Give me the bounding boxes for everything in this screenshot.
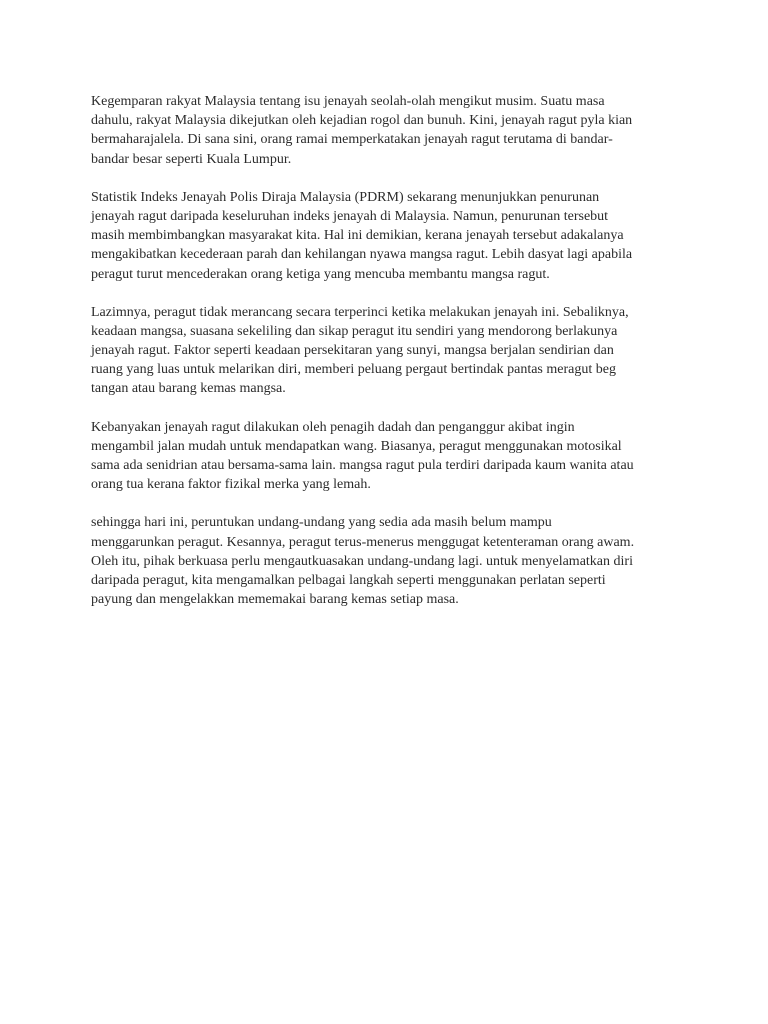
text-line: jenayah ragut. Faktor seperti keadaan persekitaran yang sunyi, mangsa berjalan sendirian dan [91,343,614,359]
text-line: sama ada senidrian atau bersama-sama lain. mangsa ragut pula terdiri daripada kaum wanita atau [91,458,634,473]
text-line: peragut turut mencederakan orang ketiga yang mencuba membantu mangsa ragut. [91,266,550,282]
text-line: bermaharajalela. Di sana sini, orang ramai memperkatakan jenayah ragut terutama di bandar- [91,132,613,148]
text-line: bandar besar seperti Kuala Lumpur. [91,151,292,167]
paragraph-1 [91,92,681,169]
text-line: keadaan mangsa, suasana sekeliling dan sikap peragut itu sendiri yang mendorong berlakunya [91,323,618,339]
paragraph-2 [91,188,681,284]
text-line: Kegemparan rakyat Malaysia tentang isu jenayah seolah-olah mengikut musim. Suatu masa [91,94,605,109]
paragraph-4 [91,418,681,495]
text-line: jenayah ragut daripada keseluruhan indeks jenayah di Malaysia. Namun, penurunan tersebut [91,208,609,224]
text-line: masih membimbangkan masyarakat kita. Hal ini demikian, kerana jenayah tersebut adakalanya [91,228,624,244]
text-line: daripada peragut, kita mengamalkan pelbagai langkah seperti menggunakan perlatan seperti [91,572,606,588]
text-line: mengakibatkan kecederaan parah dan kehilangan nyawa mangsa ragut. Lebih dasyat lagi apabila [91,247,633,263]
text-line: Statistik Indeks Jenayah Polis Diraja Malaysia (PDRM) sekarang menunjukkan penurunan [91,189,600,205]
paragraph-5 [91,513,681,609]
text-line: Kebanyakan jenayah ragut dilakukan oleh penagih dadah dan penganggur akibat ingin [91,419,575,435]
text-line: dahulu, rakyat Malaysia dikejutkan oleh kejadian rogol dan bunuh. Kini, jenayah ragut pyla kian [91,113,633,129]
text-line: orang tua kerana faktor fizikal merka yang lemah. [91,477,371,493]
text-line: tangan atau barang kemas mangsa. [91,381,286,397]
text-line: ruang yang luas untuk melarikan diri, memberi peluang pergaut bertindak pantas meragut beg [91,362,616,378]
text-line: menggarunkan peragut. Kesannya, peragut terus-menerus menggugat ketenteraman orang awam. [91,534,635,550]
text-line: sehingga hari ini, peruntukan undang-undang yang sedia ada masih belum mampu [91,515,552,531]
text-line: payung dan mengelakkan mememakai barang kemas setiap masa. [91,592,459,608]
document-body [91,92,681,628]
text-line: Oleh itu, pihak berkuasa perlu mengautkuasakan undang-undang lagi. untuk menyelamatkan diri [91,553,633,569]
text-line: mengambil jalan mudah untuk mendapatkan wang. Biasanya, peragut menggunakan motosikal [91,438,622,454]
text-line: Lazimnya, peragut tidak merancang secara terperinci ketika melakukan jenayah ini. Sebaliknya, [91,304,629,320]
paragraph-3 [91,303,681,399]
